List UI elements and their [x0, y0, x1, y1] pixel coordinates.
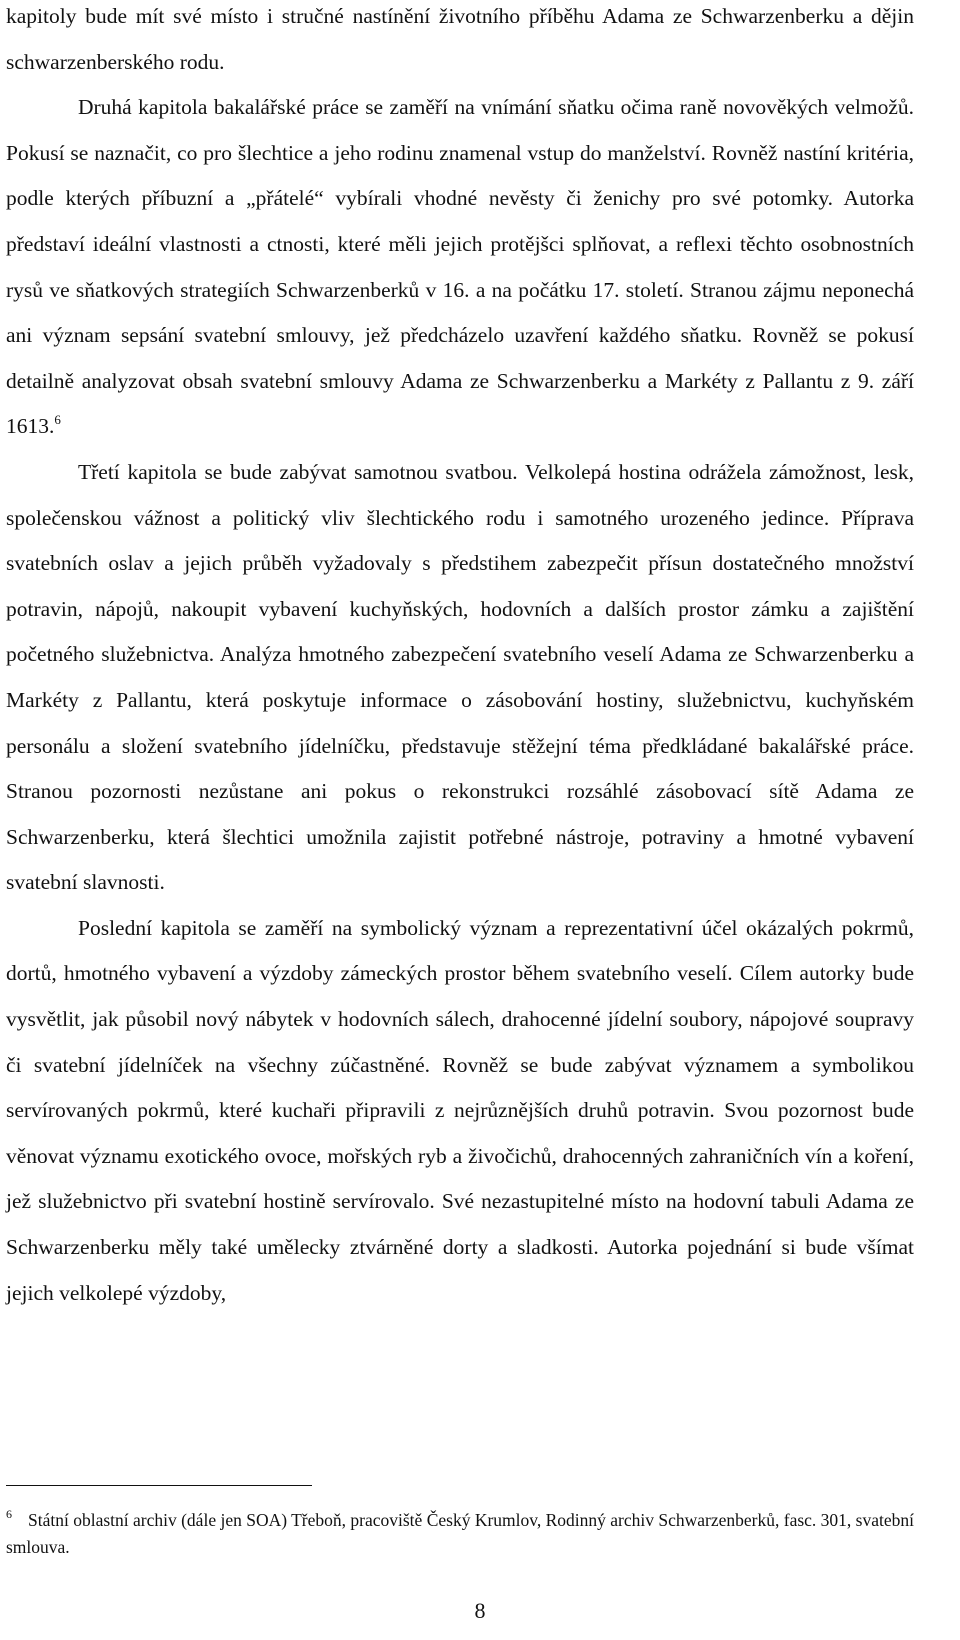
- footnote-divider: [6, 1485, 312, 1486]
- paragraph-text: kapitoly bude mít své místo i stručné nastínění životního příběhu Adama ze Schwarzenberku a dějin schwarzenberského rodu.: [6, 4, 914, 74]
- paragraph-text: Poslední kapitola se zaměří na symbolický význam a reprezentativní účel okázalých pokrmů, dortů, hmotného vybavení a výzdoby zámeckých prostor během svatebního veselí. Cílem autorky bude vysvětlit, jak působil nový nábytek v hodovních sálech, drahocenné jídelní soubory, nápojové soupravy či svatební jídelníček na všechny zúčastněné. Rovněž se bude zabývat významem a symbolikou servírovaných pokrmů, které kuchaři připravili z nejrůznějších druhů potravin. Svou pozornost bude věnovat významu exotického ovoce, mořských ryb a živočichů, drahocenných zahraničních vín a koření, jež služebnictvo při svatební hostině servírovalo. Své nezastupitelné místo na hodovní tabuli Adama ze Schwarzenberku měly také umělecky ztvárněné dorty a sladkosti. Autorka pojednání si bude všímat jejich velkolepé výzdoby,: [6, 915, 914, 1305]
- paragraph-text: Druhá kapitola bakalářské práce se zaměří na vnímání sňatku očima raně novověkých velmožů. Pokusí se naznačit, co pro šlechtice a jeho rodinu znamenal vstup do manželství. Rovněž nastíní kritéria, podle kterých příbuzní a „přátelé“ vybírali vhodné nevěsty či ženichy pro své potomky. Autorka představí ideální vlastnosti a ctnosti, které měli jejich protějšci splňovat, a reflexi těchto osobnostních rysů ve sňatkových strategiích Schwarzenberků v 16. a na počátku 17. století. Stranou zájmu neponechá ani význam sepsání svatební smlouvy, jež předcházelo uzavření každého sňatku. Rovněž se pokusí detailně analyzovat obsah svatební smlouvy Adama ze Schwarzenberku a Markéty z Pallantu z 9. září 1613.: [6, 95, 914, 439]
- paragraph-chapter-3: [6, 450, 914, 906]
- page-number: 8: [474, 1598, 486, 1623]
- footnote: [6, 1507, 914, 1561]
- body-text: [6, 0, 914, 1316]
- footnote-mark: 6: [6, 1507, 12, 1521]
- paragraph-text: Třetí kapitola se bude zabývat samotnou svatbou. Velkolepá hostina odrážela zámožnost, lesk, společenskou vážnost a politický vliv šlechtického rodu i samotného urozeného jedince. Příprava svatebních oslav a jejich průběh vyžadovaly s předstihem zabezpečit přísun dostatečného množství potravin, nápojů, nakoupit vybavení kuchyňských, hodovních a dalších prostor zámku a zajištění početného služebnictva. Analýza hmotného zabezpečení svatebního veselí Adama ze Schwarzenberku a Markéty z Pallantu, která poskytuje informace o zásobování hostiny, služebnictvu, kuchyňském personálu a složení svatebního jídelníčku, představuje stěžejní téma předkládané bakalářské práce. Stranou pozornosti nezůstane ani pokus o rekonstrukci rozsáhlé zásobovací sítě Adama ze Schwarzenberku, která šlechtici umožnila zajistit potřebné nástroje, potraviny a hmotné vybavení svatební slavnosti.: [6, 459, 914, 895]
- paragraph-chapter-2: [6, 85, 914, 450]
- footnote-reference[interactable]: 6: [54, 412, 61, 428]
- paragraph-chapter-4: [6, 906, 914, 1316]
- footnote-text: Státní oblastní archiv (dále jen SOA) Třeboň, pracoviště Český Krumlov, Rodinný archiv Schwarzenberků, fasc. 301, svatební smlouva.: [6, 1510, 914, 1557]
- paragraph-chapter-1-end: [6, 0, 914, 85]
